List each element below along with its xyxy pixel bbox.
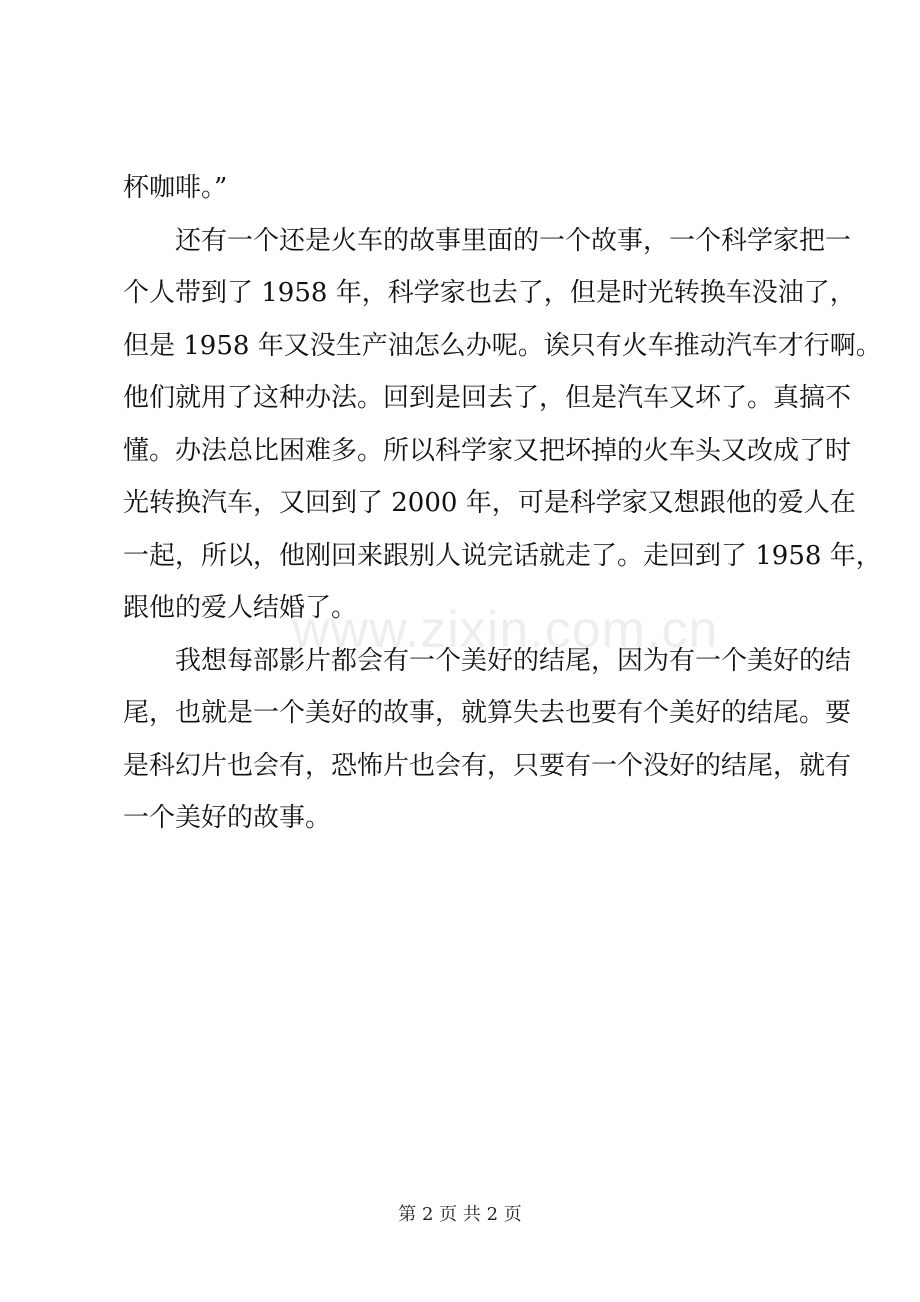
text-line: 光转换汽车，又回到了 2000 年，可是科学家又想跟他的爱人在 (123, 488, 856, 518)
body-text (123, 162, 882, 845)
text-line: 是科幻片也会有，恐怖片也会有，只要有一个没好的结尾，就有 (123, 750, 852, 781)
page-footer: 第 2 页 共 2 页 (398, 1204, 522, 1225)
text-line: 懂。办法总比困难多。所以科学家又把坏掉的火车头又改成了时 (123, 435, 852, 466)
text-line: 个人带到了 1958 年，科学家也去了，但是时光转换车没油了， (123, 278, 856, 308)
text-line: 但是 1958 年又没生产油怎么办呢。诶只有火车推动汽车才行啊。 (123, 330, 882, 361)
text-line: 杯咖啡。” (123, 173, 228, 203)
watermark: www.zixin.com.cn (292, 601, 719, 659)
text-line: 跟他的爱人结婚了。 (123, 593, 358, 623)
text-line: 尾，也就是一个美好的故事，就算失去也要有个美好的结尾。要 (123, 698, 852, 728)
text-line: 还有一个还是火车的故事里面的一个故事，一个科学家把一 (123, 225, 852, 256)
text-line: 他们就用了这种办法。回到是回去了，但是汽车又坏了。真搞不 (123, 383, 852, 413)
text-line: 一个美好的故事。 (123, 803, 332, 833)
text-line: 一起，所以，他刚回来跟别人说完话就走了。走回到了 1958 年， (123, 540, 882, 571)
text-line: 我想每部影片都会有一个美好的结尾，因为有一个美好的结 (123, 645, 852, 676)
